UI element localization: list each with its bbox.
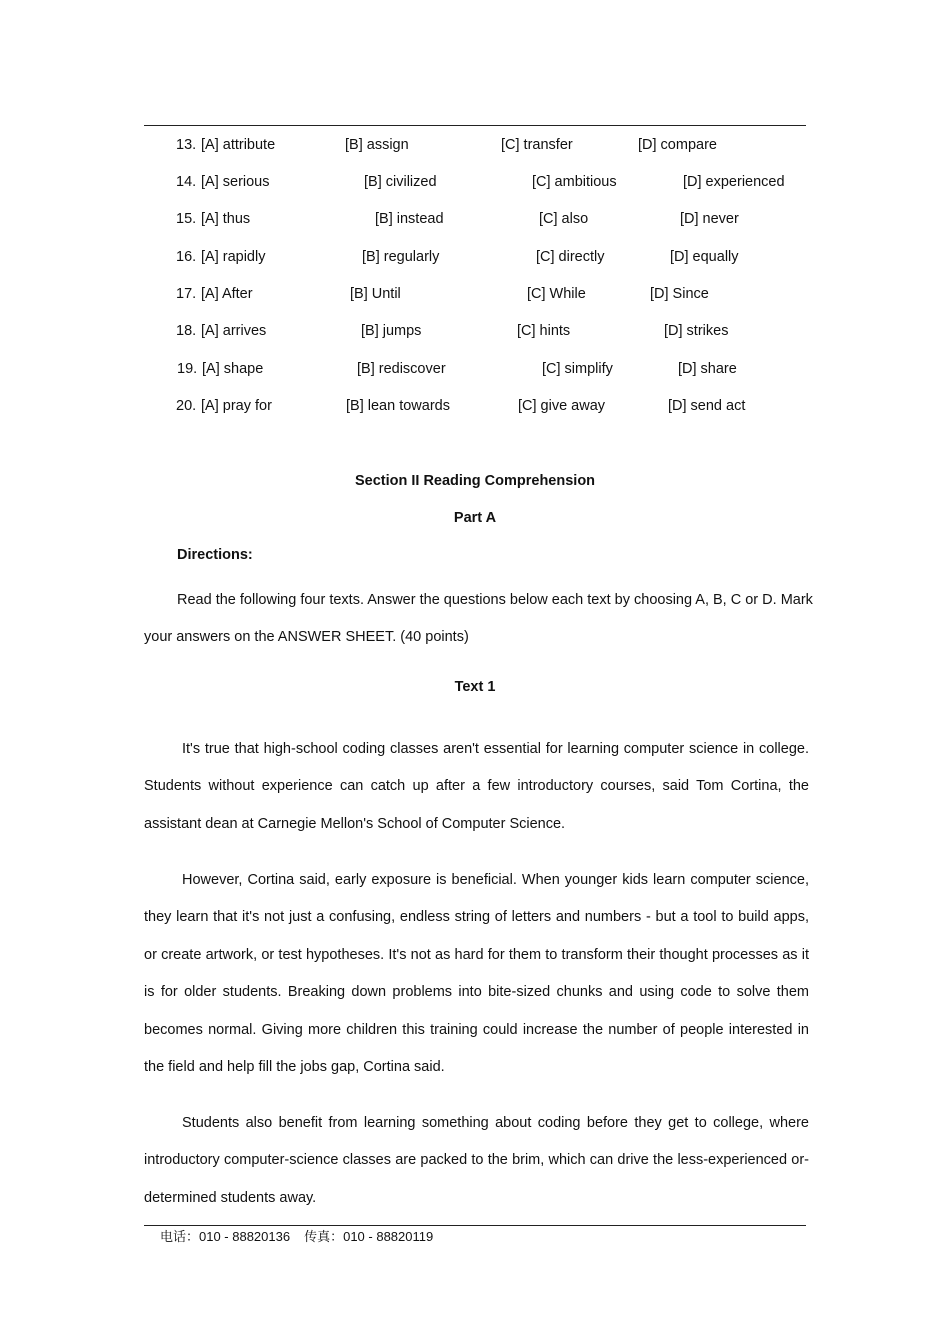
paragraph-3: Students also benefit from learning something about coding before they get to college, where introductory computer-science classes are packed to the brim, which can drive the less-experienced or-determined students away. (144, 1115, 809, 1206)
question-number: 15. (176, 211, 197, 227)
question-number: 14. (176, 174, 197, 190)
option-b: [B] Until (350, 286, 401, 302)
option-c: [C] directly (536, 249, 605, 265)
question-row-18 (0, 321, 950, 341)
option-d: [D] experienced (683, 174, 785, 190)
header-rule (144, 125, 806, 126)
option-c: [C] hints (517, 323, 571, 339)
question-number: 16. (176, 249, 197, 265)
option-d: [D] compare (638, 137, 717, 153)
option-c: [C] While (527, 286, 586, 302)
directions-label: Directions: (177, 547, 253, 563)
option-c: [C] ambitious (532, 174, 617, 190)
question-row-15 (0, 209, 950, 229)
option-a: [A] rapidly (201, 249, 266, 265)
option-a: [A] attribute (201, 137, 276, 153)
option-b: [B] civilized (364, 174, 437, 190)
option-b: [B] jumps (361, 323, 422, 339)
paragraph-2: However, Cortina said, early exposure is beneficial. When younger kids learn computer science, they learn that it's not just a confusing, endless string of letters and numbers - but a tool to build apps, or create artwork, or test hypotheses. It's not as hard for them to transform their thought processes as it is for older students. Breaking down problems into bite-sized chunks and using code to solve them becomes normal. Giving more children this training could increase the number of people interested in the field and help fill the jobs gap, Cortina said. (144, 872, 809, 1076)
option-b: [B] lean towards (346, 398, 450, 414)
question-number: 19. (177, 361, 198, 377)
question-row-19 (0, 359, 950, 379)
footer-rule (144, 1225, 806, 1226)
option-d: [D] share (678, 361, 737, 377)
question-number: 13. (176, 137, 197, 153)
option-d: [D] equally (670, 249, 739, 265)
option-d: [D] never (680, 211, 739, 227)
option-c: [C] transfer (501, 137, 573, 153)
footer-phone: 电话：010 - 88820136 (160, 1229, 291, 1244)
option-b: [B] rediscover (357, 361, 446, 377)
option-d: [D] strikes (664, 323, 729, 339)
option-c: [C] give away (518, 398, 606, 414)
question-row-16 (0, 247, 950, 267)
text-title: Text 1 (454, 679, 496, 695)
part-title: Part A (453, 510, 497, 526)
option-a: [A] serious (201, 174, 270, 190)
option-a: [A] pray for (201, 398, 272, 414)
question-row-13 (0, 135, 950, 155)
question-number: 17. (176, 286, 197, 302)
option-b: [B] instead (375, 211, 444, 227)
option-d: [D] Since (650, 286, 709, 302)
footer-fax: 传真：010 - 88820119 (304, 1229, 434, 1244)
question-number: 20. (176, 398, 197, 414)
option-b: [B] regularly (362, 249, 440, 265)
directions-text: Read the following four texts. Answer the questions below each text by choosing A, B, C or D. Mark your answers on the ANSWER SHEET. (40 points) (144, 592, 813, 646)
option-c: [C] also (539, 211, 589, 227)
option-a: [A] arrives (201, 323, 267, 339)
option-c: [C] simplify (542, 361, 613, 377)
page-footer (160, 1228, 433, 1246)
section-title: Section II Reading Comprehension (354, 473, 596, 489)
option-a: [A] thus (201, 211, 251, 227)
option-a: [A] After (201, 286, 253, 302)
option-b: [B] assign (345, 137, 409, 153)
option-a: [A] shape (202, 361, 264, 377)
question-row-20 (0, 396, 950, 416)
question-number: 18. (176, 323, 197, 339)
question-row-14 (0, 172, 950, 192)
paragraph-1: It's true that high-school coding classes aren't essential for learning computer science in college. Students without experience can catch up after a few introductory courses, said Tom Cortina, the assistant dean at Carnegie Mellon's School of Computer Science. (144, 741, 809, 832)
option-d: [D] send act (668, 398, 746, 414)
question-row-17 (0, 284, 950, 304)
